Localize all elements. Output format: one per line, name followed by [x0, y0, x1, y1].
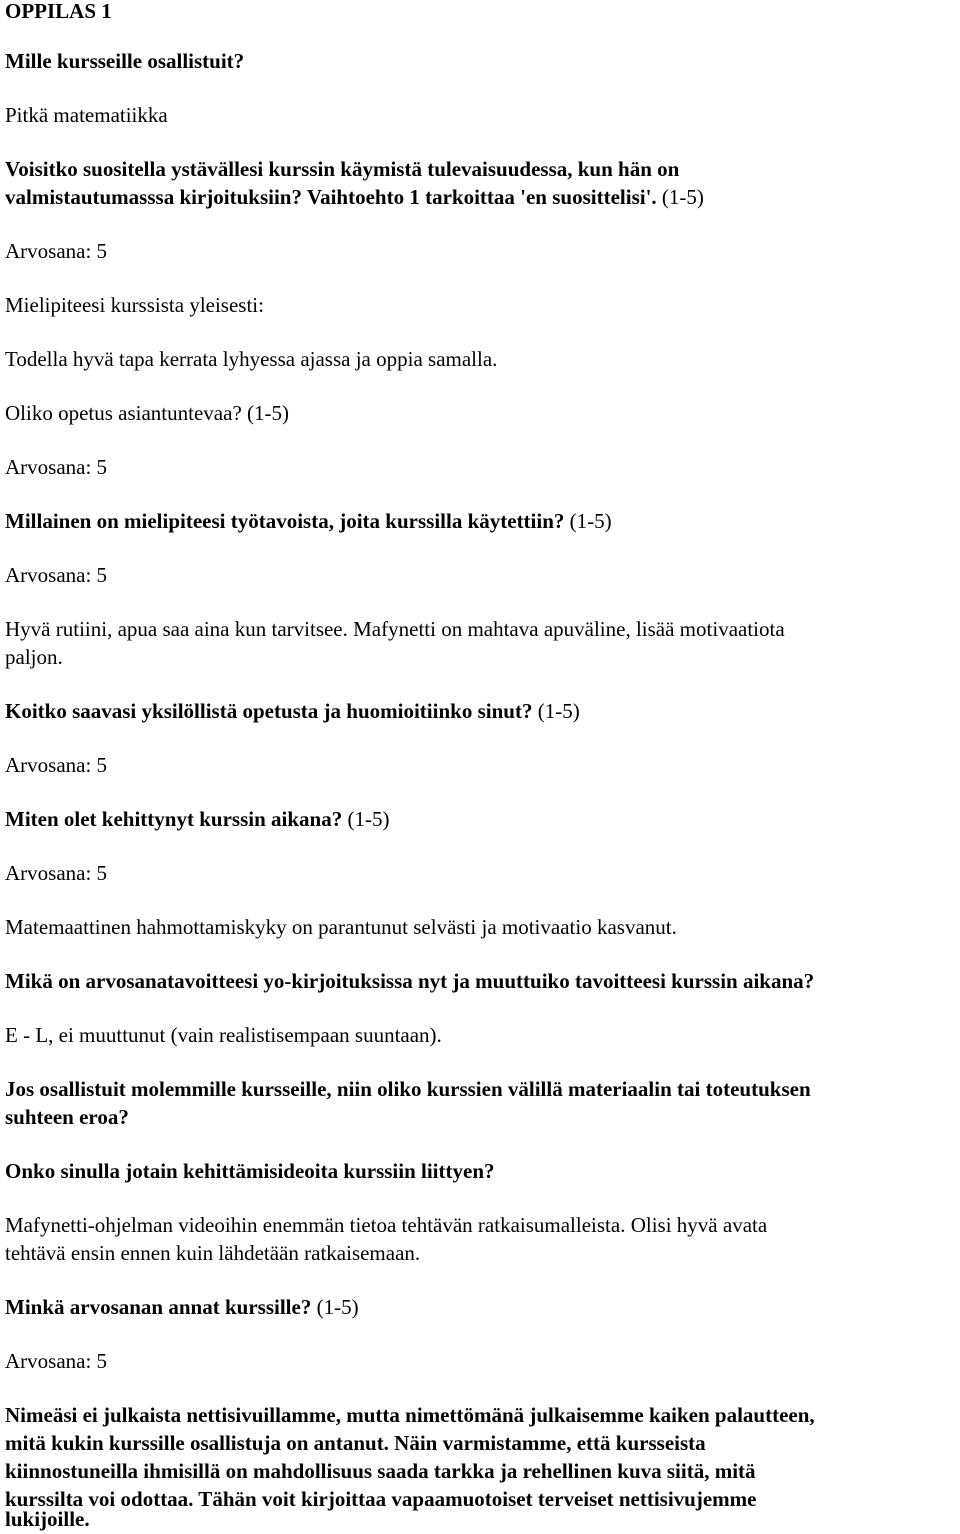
answer-overall-grade: Arvosana: 5 [5, 1349, 108, 1373]
question-methods [5, 507, 954, 535]
question-differences-line1: Jos osallistuit molemmille kursseille, niin oliko kurssien välillä materiaalin tai toteutuksen [5, 1077, 811, 1101]
page-title: OPPILAS 1 [5, 0, 112, 23]
question-differences-line2: suhteen eroa? [5, 1105, 129, 1129]
answer-expertise-grade: Arvosana: 5 [5, 455, 108, 479]
question-recommend-scale: (1-5) [656, 185, 704, 209]
answer-individual-grade: Arvosana: 5 [5, 753, 108, 777]
question-expertise [5, 399, 954, 427]
question-expertise-scale: (1-5) [241, 401, 289, 425]
question-recommend-line2 [5, 183, 954, 211]
question-progress-text: Miten olet kehittynyt kurssin aikana? [5, 807, 343, 831]
question-goal: Mikä on arvosanatavoitteesi yo-kirjoituksissa nyt ja muuttuiko tavoitteesi kurssin aikana? [5, 969, 815, 993]
answer-ideas-line2: tehtävä ensin ennen kuin lähdetään ratkaisemaan. [5, 1241, 421, 1265]
privacy-note-line4: kurssilta voi odottaa. Tähän voit kirjoittaa vapaamuotoiset terveiset nettisivujemme [5, 1487, 757, 1511]
privacy-note-line2: mitä kukin kurssille osallistuja on antanut. Näin varmistamme, että kursseista [5, 1431, 706, 1455]
question-ideas: Onko sinulla jotain kehittämisideoita kurssiin liittyen? [5, 1159, 495, 1183]
question-methods-text: Millainen on mielipiteesi työtavoista, joita kurssilla käytettiin? [5, 509, 565, 533]
question-courses: Mille kursseille osallistuit? [5, 49, 245, 73]
answer-goal: E - L, ei muuttunut (vain realistisempaan suuntaan). [5, 1023, 442, 1047]
question-recommend-line1: Voisitko suositella ystävällesi kurssin käymistä tulevaisuudessa, kun hän on [5, 157, 680, 181]
question-progress [5, 805, 954, 833]
answer-methods-grade: Arvosana: 5 [5, 563, 108, 587]
question-individual-text: Koitko saavasi yksilöllistä opetusta ja huomioitiinko sinut? [5, 699, 533, 723]
answer-progress-grade: Arvosana: 5 [5, 861, 108, 885]
answer-methods-comment-line1: Hyvä rutiini, apua saa aina kun tarvitsee. Mafynetti on mahtava apuväline, lisää motivaatiota [5, 617, 785, 641]
question-recommend-text: valmistautumasssa kirjoituksiin? Vaihtoehto 1 tarkoittaa 'en suosittelisi'. [5, 185, 657, 209]
privacy-note-line3: kiinnostuneilla ihmisillä on mahdollisuus saada tarkka ja rehellinen kuva siitä, mitä [5, 1459, 756, 1483]
question-individual-scale: (1-5) [532, 699, 580, 723]
answer-progress-comment: Matemaattinen hahmottamiskyky on parantunut selvästi ja motivaatio kasvanut. [5, 915, 677, 939]
question-overall-grade-scale: (1-5) [311, 1295, 359, 1319]
question-overall-grade-text: Minkä arvosanan annat kurssille? [5, 1295, 312, 1319]
question-opinion: Mielipiteesi kurssista yleisesti: [5, 293, 264, 317]
question-overall-grade [5, 1293, 954, 1321]
answer-ideas-line1: Mafynetti-ohjelman videoihin enemmän tietoa tehtävän ratkaisumalleista. Olisi hyvä avata [5, 1213, 768, 1237]
question-methods-scale: (1-5) [564, 509, 612, 533]
privacy-note-line1: Nimeäsi ei julkaista nettisivuillamme, mutta nimettömänä julkaisemme kaiken palautteen, [5, 1403, 815, 1427]
answer-opinion: Todella hyvä tapa kerrata lyhyessa ajassa ja oppia samalla. [5, 347, 498, 371]
answer-courses: Pitkä matematiikka [5, 103, 168, 127]
privacy-note-line5: lukijoille. [5, 1507, 90, 1531]
answer-recommend-grade: Arvosana: 5 [5, 239, 108, 263]
question-expertise-text: Oliko opetus asiantuntevaa? [5, 401, 242, 425]
question-progress-scale: (1-5) [342, 807, 390, 831]
question-individual [5, 697, 954, 725]
answer-methods-comment-line2: paljon. [5, 645, 63, 669]
